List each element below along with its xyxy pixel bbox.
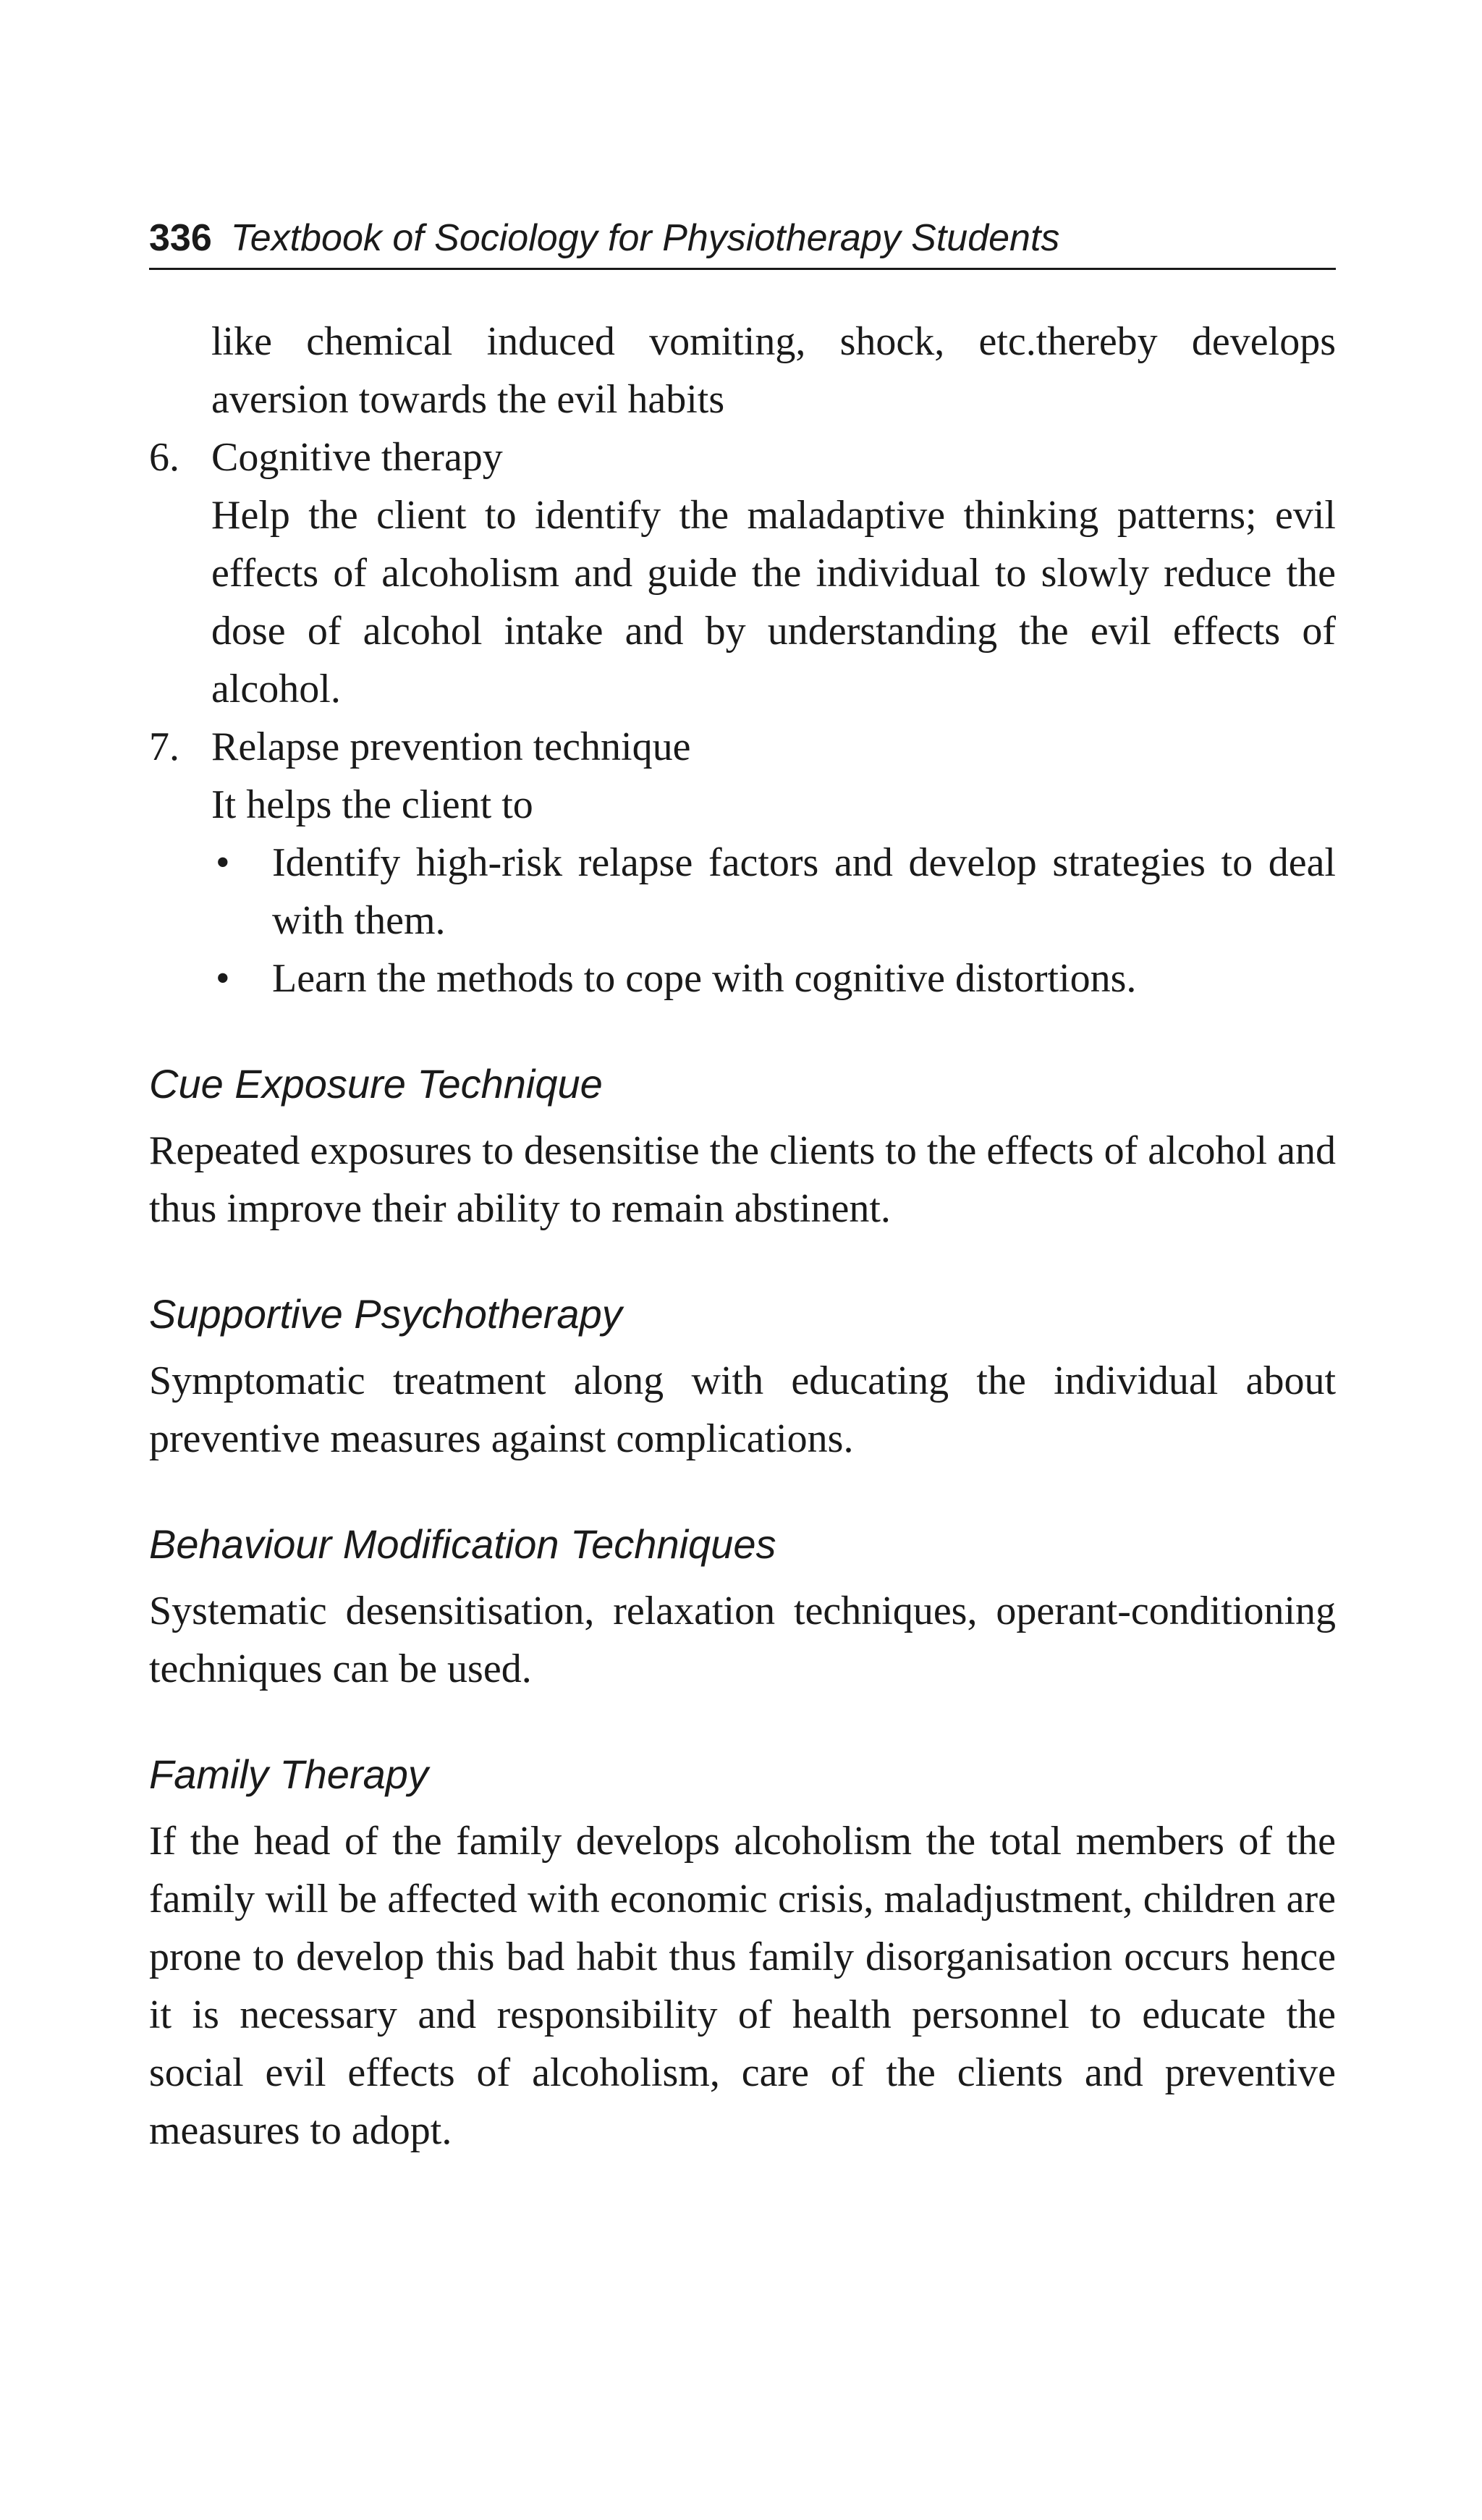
section-behaviour-modification <box>149 1515 1336 1698</box>
section-paragraph: Symptomatic treatment along with educating the individual about preventive measures against complications. <box>149 1358 1336 1461</box>
bullet-icon: • <box>216 956 230 1001</box>
numbered-item-relapse-prevention <box>149 718 1336 834</box>
section-paragraph: Systematic desensitisation, relaxation techniques, operant-conditioning techniques can be used. <box>149 1589 1336 1691</box>
item-number: 6. <box>149 435 179 480</box>
bullet-item <box>149 950 1336 1007</box>
page-number: 336 <box>149 217 212 259</box>
bullet-icon: • <box>216 840 230 885</box>
item-title: Cognitive therapy <box>211 435 503 480</box>
relapse-bullet-list <box>149 834 1336 1007</box>
bullet-text: Identify high-risk relapse factors and develop strategies to deal with them. <box>272 840 1336 943</box>
section-heading: Supportive Psychotherapy <box>149 1291 622 1337</box>
item-description: It helps the client to <box>211 782 533 827</box>
item-title: Relapse prevention technique <box>211 724 691 769</box>
book-title: Textbook of Sociology for Physiotherapy Students <box>230 217 1060 259</box>
section-supportive-psychotherapy <box>149 1285 1336 1468</box>
bullet-item <box>149 834 1336 950</box>
page-body <box>149 313 1336 2160</box>
item-number: 7. <box>149 724 179 769</box>
item-description: Help the client to identify the maladaptive thinking patterns; evil effects of alcoholism and guide the individual to slowly reduce the dose of alcohol intake and by understanding the evil effects of alcohol. <box>211 493 1336 711</box>
section-heading: Family Therapy <box>149 1751 428 1797</box>
section-heading: Cue Exposure Technique <box>149 1061 603 1107</box>
bullet-text: Learn the methods to cope with cognitive distortions. <box>272 956 1137 1001</box>
header-rule <box>149 268 1336 270</box>
section-paragraph: Repeated exposures to desensitise the clients to the effects of alcohol and thus improve their ability to remain abstinent. <box>149 1128 1336 1231</box>
running-header <box>149 216 1336 261</box>
section-family-therapy <box>149 1746 1336 2160</box>
section-cue-exposure <box>149 1055 1336 1238</box>
continuation-paragraph: like chemical induced vomiting, shock, etc.thereby develops aversion towards the evil habits <box>211 319 1336 422</box>
numbered-item-cognitive-therapy <box>149 428 1336 718</box>
section-heading: Behaviour Modification Techniques <box>149 1521 776 1567</box>
section-paragraph: If the head of the family develops alcoholism the total members of the family will be affected with economic crisis, maladjustment, children are prone to develop this bad habit thus family disorganisation occurs hence it is necessary and responsibility of health personnel to educate the social evil effects of alcoholism, care of the clients and preventive measures to adopt. <box>149 1819 1336 2153</box>
